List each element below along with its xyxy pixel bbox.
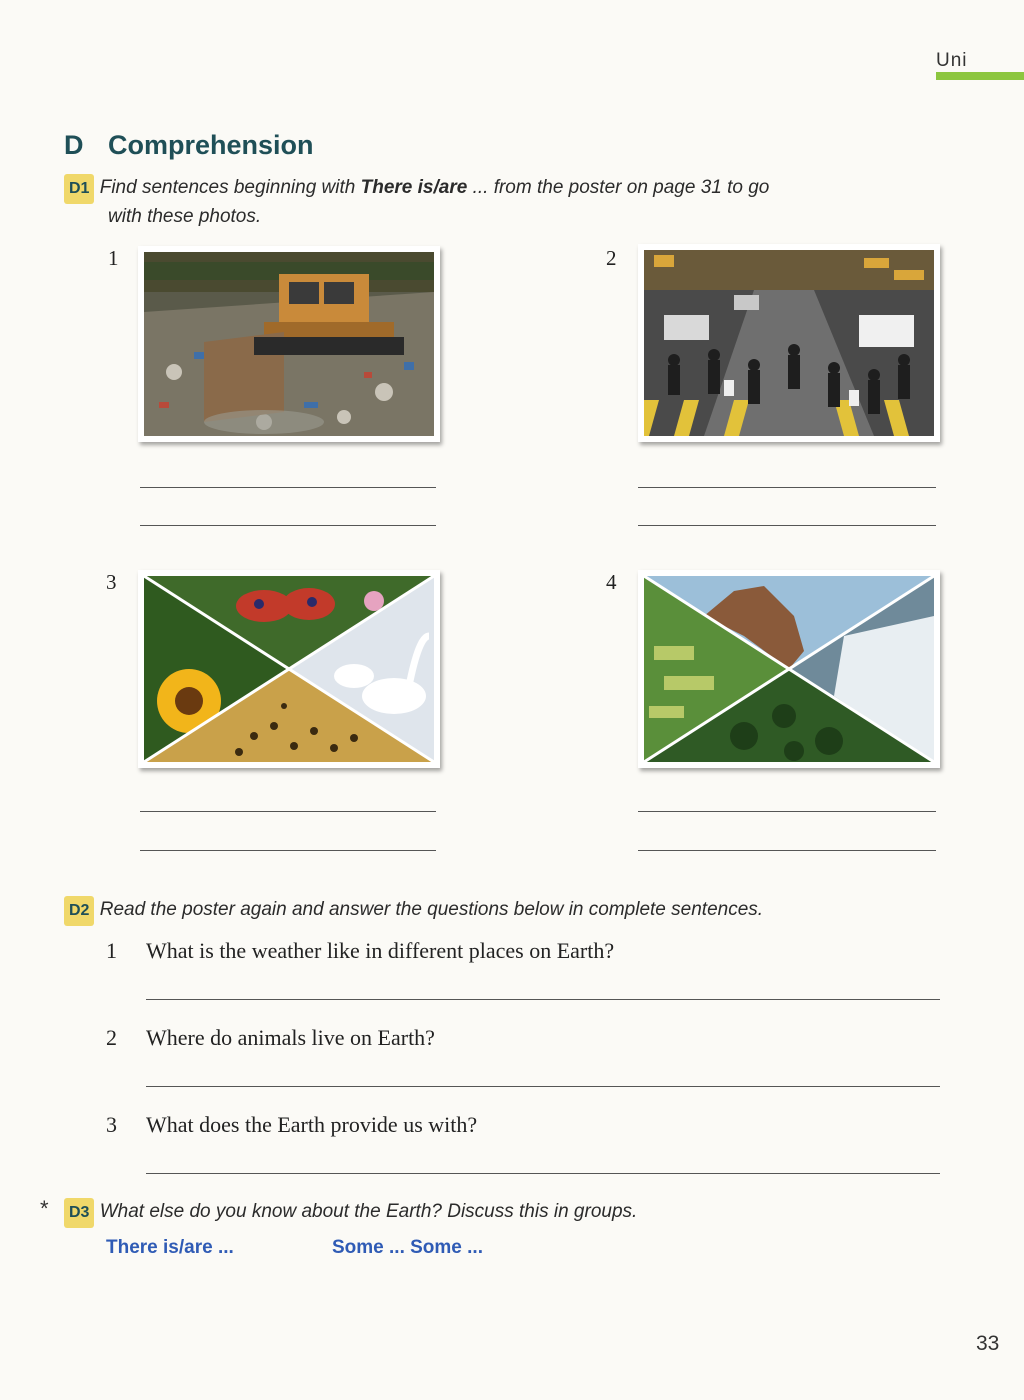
d3-star: *	[40, 1196, 49, 1221]
d3-instruction-text: What else do you know about the Earth? Discuss this in groups.	[99, 1201, 638, 1222]
d2-instruction-text: Read the poster again and answer the questions below in complete sentences.	[99, 899, 764, 920]
d1-instruction-line2: with these photos.	[108, 206, 262, 227]
question-3-number: 3	[106, 1112, 117, 1137]
d1-instruction-post: ... from the poster on page 31 to go	[467, 177, 770, 198]
answer-line-2a[interactable]	[638, 487, 936, 488]
photo-number-1: 1	[108, 246, 119, 270]
question-3-answer-line[interactable]	[146, 1173, 940, 1174]
d3-badge: D3	[64, 1198, 94, 1228]
d1-instruction-pre: Find sentences beginning with	[99, 177, 361, 198]
d3-instruction	[64, 1198, 984, 1228]
photo-number-3: 3	[106, 570, 117, 594]
d2-badge: D2	[64, 896, 94, 926]
unit-color-bar	[936, 72, 1024, 80]
answer-line-2b[interactable]	[638, 525, 936, 526]
section-letter: D	[64, 130, 84, 160]
question-1-answer-line[interactable]	[146, 999, 940, 1000]
question-1-number: 1	[106, 938, 117, 963]
answer-line-1a[interactable]	[140, 487, 436, 488]
question-3-text: What does the Earth provide us with?	[146, 1112, 478, 1137]
question-2-answer-line[interactable]	[146, 1086, 940, 1087]
question-1-text: What is the weather like in different places on Earth?	[146, 938, 615, 963]
photo-wildlife-collage	[138, 570, 440, 768]
unit-label: Uni	[936, 50, 968, 71]
answer-line-4b[interactable]	[638, 850, 936, 851]
d2-instruction	[64, 896, 984, 926]
answer-line-3b[interactable]	[140, 850, 436, 851]
d3-prompt-there-is-are: There is/are ...	[106, 1237, 234, 1258]
photo-number-2: 2	[606, 246, 617, 270]
answer-line-4a[interactable]	[638, 811, 936, 812]
d3-prompt-some-some: Some ... Some ...	[332, 1237, 483, 1258]
answer-line-1b[interactable]	[140, 525, 436, 526]
d1-instruction-bold: There is/are	[360, 177, 468, 198]
d1-badge: D1	[64, 174, 94, 204]
photo-number-4: 4	[606, 570, 617, 594]
answer-line-3a[interactable]	[140, 811, 436, 812]
photo-landfill	[138, 246, 440, 442]
d1-instruction	[64, 174, 964, 204]
photo-landscape-collage	[638, 570, 940, 768]
question-2-number: 2	[106, 1025, 117, 1050]
question-2-text: Where do animals live on Earth?	[146, 1025, 435, 1050]
section-title: Comprehension	[108, 130, 314, 160]
page-number: 33	[976, 1332, 1000, 1355]
photo-city-crowd	[638, 244, 940, 442]
